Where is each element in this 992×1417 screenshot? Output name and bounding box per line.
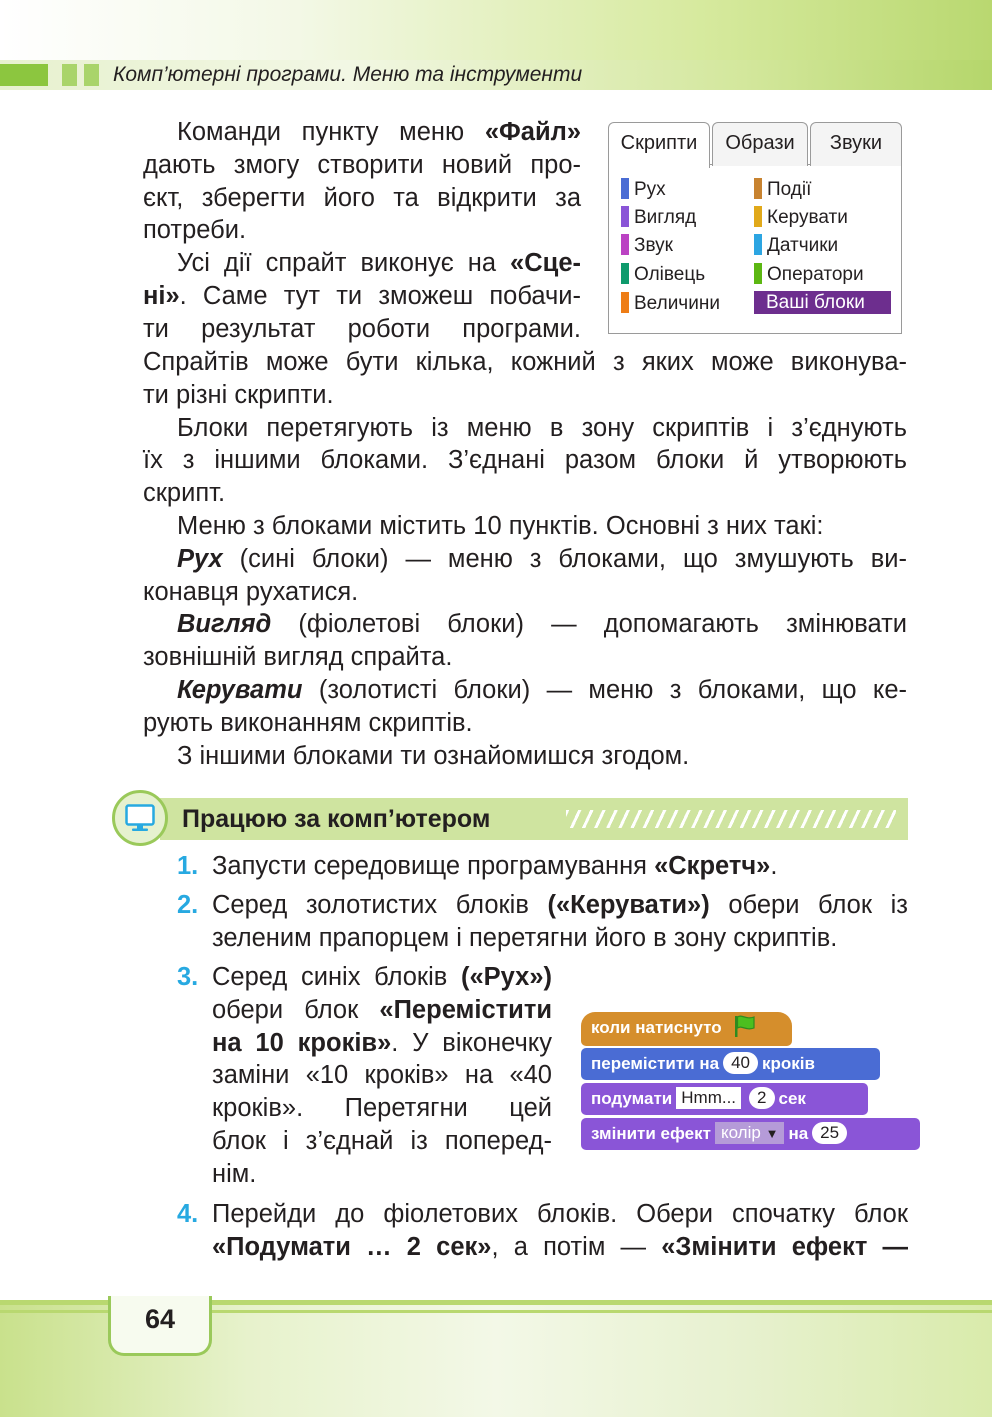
dropdown-arrow-icon: ▼: [765, 1126, 779, 1141]
step-4-text: Перейди до фіолетових блоків. Обери спочатку блок «Подумати … 2 сек», а потім — «Змінити ефект —: [212, 1200, 908, 1261]
category-events[interactable]: Події: [754, 178, 811, 201]
scratch-block-palette: [608, 122, 902, 334]
computer-monitor-icon: [125, 804, 155, 832]
effect-value[interactable]: 25: [812, 1122, 847, 1144]
running-header: Комп’ютерні програми. Меню та інструменти: [113, 63, 583, 86]
category-looks[interactable]: Вигляд: [621, 206, 696, 229]
intro-text: Команди пункту меню «Файл» дають змогу створити новий про- єкт, зберегти його та відкрити за потреби. Усі дії спрайт виконує на «Сце- ні». Саме тут ти зможеш побачи- ти результат роботи програми.: [143, 118, 581, 343]
step-number: 1.: [177, 852, 199, 880]
tab-scripts[interactable]: Скрипти: [608, 122, 710, 168]
step-2-text: Серед золотистих блоків («Керувати») обери блок із зеленим прапорцем і перетягни його в зону скриптів.: [212, 891, 909, 952]
category-sensing[interactable]: Датчики: [754, 234, 838, 257]
category-swatch: [621, 206, 629, 227]
category-swatch: [621, 292, 629, 313]
category-operators[interactable]: Оператори: [754, 263, 864, 286]
step-number: 4.: [177, 1200, 199, 1228]
green-flag-icon: [732, 1014, 758, 1038]
secs-value[interactable]: 2: [749, 1087, 774, 1109]
header-bar: [0, 64, 48, 86]
step-number: 3.: [177, 963, 199, 991]
effect-dropdown[interactable]: колір ▼: [715, 1122, 784, 1144]
header-square: [62, 64, 77, 86]
section-hatching: [566, 810, 896, 828]
tab-costumes[interactable]: Образи: [712, 122, 808, 166]
category-swatch: [621, 178, 629, 199]
category-swatch: [621, 263, 629, 284]
when-flag-clicked-block[interactable]: коли натиснуто: [581, 1012, 792, 1046]
change-effect-block[interactable]: змінити ефект колір ▼ на 25: [581, 1118, 920, 1150]
page-number: 64: [144, 1304, 176, 1334]
step-3-text: Серед синіх блоків («Рух») обери блок «Перемістити на 10 кроків». У віконечку заміни «10 кроків» на «40 кроків». Перетягни цей блок і з’єднай із поперед- нім.: [212, 963, 552, 1188]
header-square: [84, 64, 99, 86]
category-sound[interactable]: Звук: [621, 234, 673, 257]
category-swatch: [754, 234, 762, 255]
category-swatch: [754, 178, 762, 199]
category-control[interactable]: Керувати: [754, 206, 848, 229]
top-band: [0, 0, 992, 60]
category-swatch: [754, 206, 762, 227]
tab-sounds[interactable]: Звуки: [810, 122, 902, 166]
category-swatch: [754, 263, 762, 284]
think-for-secs-block[interactable]: подумати Hmm... 2 сек: [581, 1083, 868, 1115]
step-1-text: Запусти середовище програмування «Скретч».: [212, 852, 778, 880]
category-variables[interactable]: Величини: [621, 292, 720, 315]
category-more-blocks[interactable]: Ваші блоки: [754, 291, 891, 314]
body-text: Спрайтів може бути кілька, кожний з яких може виконува- ти різні скрипти. Блоки перетягують із меню в зону скриптів і з’єднують їх з іншими блоками. З’єднані разом блоки й утворюють скрипт. Меню з блоками містить 10 пунктів. Основні з них такі: Рух (сині блоки) — меню з блоками, що змушують ви- конавця рухатися. Вигляд (фіолетові блоки) — допомагають змінювати зовнішній вигляд спрайта. Керувати (золотисті блоки) — меню з блоками, що ке- рують виконанням скриптів. З іншими блоками ти ознайомишся згодом.: [143, 348, 907, 770]
step-number: 2.: [177, 891, 199, 919]
category-swatch: [621, 234, 629, 255]
steps-value[interactable]: 40: [723, 1052, 758, 1074]
category-pen[interactable]: Олівець: [621, 263, 705, 286]
move-steps-block[interactable]: перемістити на 40 кроків: [581, 1048, 880, 1080]
think-text-field[interactable]: Hmm...: [676, 1087, 741, 1109]
category-motion[interactable]: Рух: [621, 178, 666, 201]
section-title: Працюю за комп’ютером: [182, 805, 491, 833]
